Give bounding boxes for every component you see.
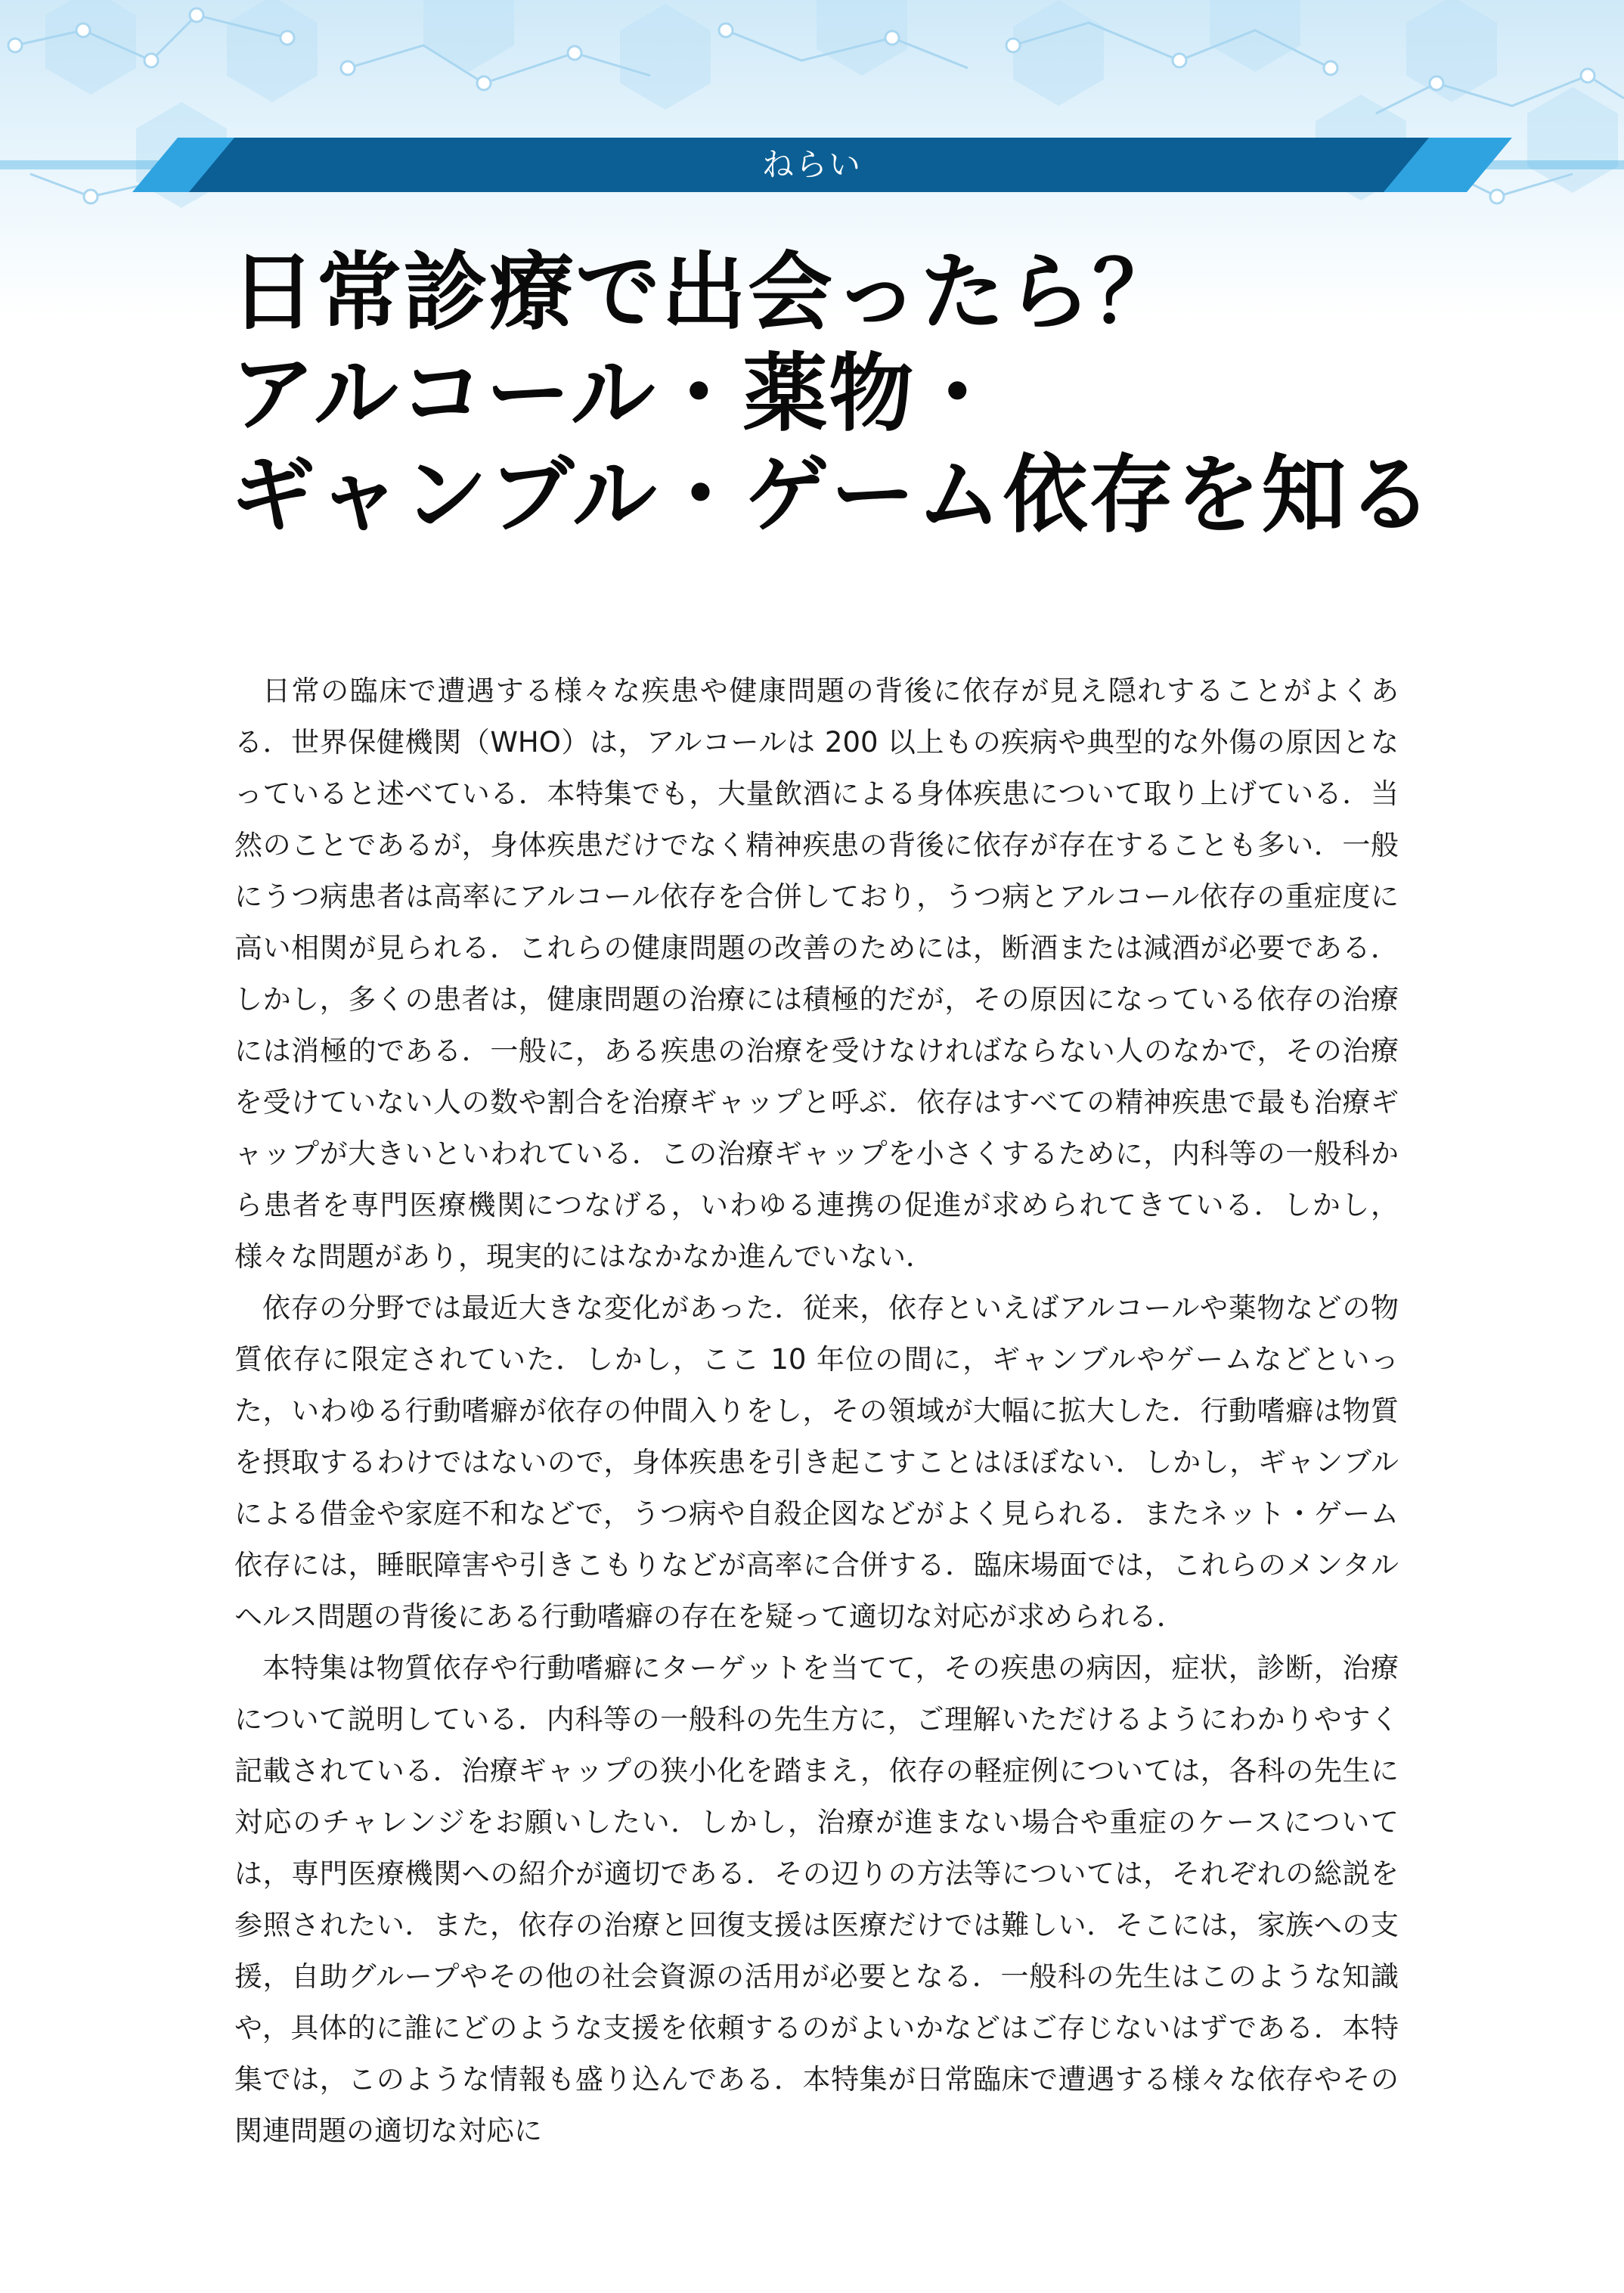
title-line: 日常診療で出会ったら？ xyxy=(231,244,1179,342)
title-line: アルコール・薬物・ xyxy=(231,345,1002,443)
page-title xyxy=(231,242,1455,546)
title-line: ギャンブル・ゲーム依存を知る xyxy=(231,446,1434,545)
body-paragraph: 日常の臨床で遭遇する様々な疾患や健康問題の背後に依存が見え隠れすることがよくある．世界保健機関（WHO）は，アルコールは 200 以上もの疾病や典型的な外傷の原因となっていると述べている．本特集でも，大量飲酒による身体疾患について取り上げている．当然のことであるが，身体疾患だけでなく精神疾患の背後に依存が存在することも多い．一般にうつ病患者は高率にアルコール依存を合併しており，うつ病とアルコール依存の重症度に高い相関が見られる．これらの健康問題の改善のためには，断酒または減酒が必要である．しかし，多くの患者は，健康問題の治療には積極的だが，その原因になっている依存の治療には消極的である．一般に，ある疾患の治療を受けなければならない人のなかで，その治療を受けていない人の数や割合を治療ギャップと呼ぶ．依存はすべての精神疾患で最も治療ギャップが大きいといわれている．この治療ギャップを小さくするために，内科等の一般科から患者を専門医療機関につなげる，いわゆる連携の促進が求められてきている．しかし，様々な問題があり，現実的にはなかなか進んでいない． xyxy=(234,675,1399,1273)
body-paragraph: 本特集は物質依存や行動嗜癖にターゲットを当てて，その疾患の病因，症状，診断，治療について説明している．内科等の一般科の先生方に，ご理解いただけるようにわかりやすく記載されている．治療ギャップの狭小化を踏まえ，依存の軽症例については，各科の先生に対応のチャレンジをお願いしたい．しかし，治療が進まない場合や重症のケースについては，専門医療機関への紹介が適切である．その辺りの方法等については，それぞれの総説を参照されたい．また，依存の治療と回復支援は医療だけでは難しい．そこには，家族への支援，自助グループやその他の社会資源の活用が必要となる．一般科の先生はこのような知識や，具体的に誰にどのような支援を依頼するのがよいかなどはご存じないはずである．本特集では，このような情報も盛り込んである．本特集が日常臨床で遭遇する様々な依存やその関連問題の適切な対応に xyxy=(234,1652,1399,2147)
section-label: ねらい xyxy=(761,146,862,183)
article-body xyxy=(234,666,1399,2157)
body-paragraph: 依存の分野では最近大きな変化があった．従来，依存といえばアルコールや薬物などの物質依存に限定されていた．しかし，ここ 10 年位の間に，ギャンブルやゲームなどといった，いわゆる行動嗜癖が依存の仲間入りをし，その領域が大幅に拡大した．行動嗜癖は物質を摂取するわけではないので，身体疾患を引き起こすことはほぼない．しかし，ギャンブルによる借金や家庭不和などで，うつ病や自殺企図などがよく見られる．またネット・ゲーム依存には，睡眠障害や引きこもりなどが高率に合併する．臨床場面では，これらのメンタルヘルス問題の背後にある行動嗜癖の存在を疑って適切な対応が求められる． xyxy=(234,1292,1399,1633)
